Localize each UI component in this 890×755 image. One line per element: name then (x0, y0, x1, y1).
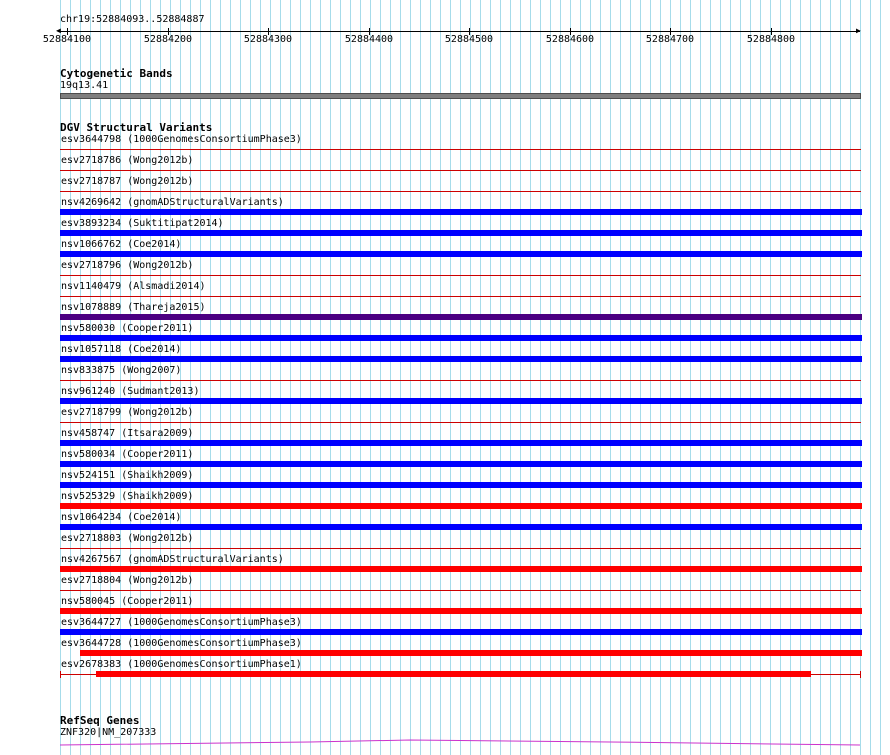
dgv-variant-bar[interactable] (60, 461, 862, 467)
grid-line (590, 0, 591, 755)
grid-line (440, 0, 441, 755)
dgv-variant-end-tick (60, 671, 61, 678)
dgv-variant-bar[interactable] (60, 356, 862, 362)
ruler-right-arrow-icon: ▶ (856, 26, 861, 35)
grid-line (560, 0, 561, 755)
grid-line (540, 0, 541, 755)
dgv-variant-label[interactable]: nsv524151 (Shaikh2009) (61, 470, 194, 481)
grid-line (400, 0, 401, 755)
dgv-variant-bar[interactable] (60, 251, 862, 257)
dgv-variant-label[interactable]: esv3644728 (1000GenomesConsortiumPhase3) (61, 638, 302, 649)
dgv-variant-line[interactable] (60, 296, 861, 297)
grid-line (530, 0, 531, 755)
dgv-variant-line[interactable] (60, 275, 861, 276)
grid-line (820, 0, 821, 755)
grid-line (630, 0, 631, 755)
ruler-tick-label: 52884300 (243, 34, 293, 45)
grid-line (870, 0, 871, 755)
grid-line (340, 0, 341, 755)
grid-line (370, 0, 371, 755)
dgv-variant-label[interactable]: nsv1078889 (Thareja2015) (61, 302, 206, 313)
dgv-variant-bar[interactable] (60, 608, 862, 614)
dgv-variant-label[interactable]: esv3644727 (1000GenomesConsortiumPhase3) (61, 617, 302, 628)
grid-line (620, 0, 621, 755)
grid-line (430, 0, 431, 755)
grid-line (460, 0, 461, 755)
dgv-variant-label[interactable]: esv3644798 (1000GenomesConsortiumPhase3) (61, 134, 302, 145)
dgv-variant-line[interactable] (60, 422, 861, 423)
grid-line (830, 0, 831, 755)
ruler-tick-label: 52884700 (645, 34, 695, 45)
grid-line (360, 0, 361, 755)
dgv-variant-label[interactable]: esv2718787 (Wong2012b) (61, 176, 194, 187)
grid-line (660, 0, 661, 755)
grid-line (880, 0, 881, 755)
grid-line (640, 0, 641, 755)
cytoband-track-title[interactable]: Cytogenetic Bands (60, 67, 173, 80)
grid-line (310, 0, 311, 755)
dgv-variant-label[interactable]: nsv525329 (Shaikh2009) (61, 491, 194, 502)
dgv-variant-bar[interactable] (60, 629, 862, 635)
dgv-variant-label[interactable]: esv2718786 (Wong2012b) (61, 155, 194, 166)
grid-line (550, 0, 551, 755)
ruler-tick-label: 52884400 (344, 34, 394, 45)
dgv-variant-label[interactable]: nsv1140479 (Alsmadi2014) (61, 281, 206, 292)
dgv-variant-bar[interactable] (96, 671, 811, 677)
grid-line (730, 0, 731, 755)
grid-line (770, 0, 771, 755)
grid-line (740, 0, 741, 755)
dgv-variant-line[interactable] (60, 149, 861, 150)
dgv-variant-label[interactable]: nsv580034 (Cooper2011) (61, 449, 194, 460)
ruler-tick-label: 52884800 (746, 34, 796, 45)
grid-line (670, 0, 671, 755)
dgv-variant-label[interactable]: nsv833875 (Wong2007) (61, 365, 182, 376)
dgv-variant-bar[interactable] (60, 482, 862, 488)
grid-line (610, 0, 611, 755)
dgv-variant-line[interactable] (60, 380, 861, 381)
grid-line (700, 0, 701, 755)
grid-line (480, 0, 481, 755)
dgv-variant-label[interactable]: nsv961240 (Sudmant2013) (61, 386, 200, 397)
dgv-variant-label[interactable]: nsv1064234 (Coe2014) (61, 512, 182, 523)
grid-line (380, 0, 381, 755)
ruler-tick-label: 52884600 (545, 34, 595, 45)
dgv-variant-label[interactable]: esv2718804 (Wong2012b) (61, 575, 194, 586)
grid-line (470, 0, 471, 755)
grid-line (600, 0, 601, 755)
dgv-variant-bar[interactable] (60, 524, 862, 530)
grid-line (410, 0, 411, 755)
dgv-variant-label[interactable]: nsv580045 (Cooper2011) (61, 596, 194, 607)
grid-line (810, 0, 811, 755)
ruler-left-arrow-icon: ◀ (56, 26, 61, 35)
grid-line (850, 0, 851, 755)
dgv-variant-label[interactable]: esv2678383 (1000GenomesConsortiumPhase1) (61, 659, 302, 670)
grid-line (680, 0, 681, 755)
grid-line (330, 0, 331, 755)
dgv-variant-line[interactable] (60, 590, 861, 591)
grid-line (350, 0, 351, 755)
grid-line (760, 0, 761, 755)
grid-line (510, 0, 511, 755)
grid-line (490, 0, 491, 755)
dgv-variant-bar[interactable] (60, 314, 862, 320)
refseq-gene-label[interactable]: ZNF320|NM_207333 (60, 727, 157, 738)
dgv-variant-bar[interactable] (80, 650, 862, 656)
dgv-variant-bar[interactable] (60, 209, 862, 215)
dgv-variant-label[interactable]: esv3893234 (Suktitipat2014) (61, 218, 224, 229)
cytoband-band-bar[interactable] (60, 93, 861, 99)
grid-line (500, 0, 501, 755)
refseq-gene-model[interactable] (0, 735, 890, 755)
grid-line (390, 0, 391, 755)
grid-line (840, 0, 841, 755)
grid-line (690, 0, 691, 755)
dgv-variant-label[interactable]: nsv1066762 (Coe2014) (61, 239, 182, 250)
ruler-region-title: chr19:52884093..52884887 (60, 14, 205, 25)
dgv-variant-end-tick (860, 671, 861, 678)
dgv-variant-label[interactable]: nsv4267567 (gnomADStructuralVariants) (61, 554, 284, 565)
refseq-track-title[interactable]: RefSeq Genes (60, 714, 140, 727)
ruler-axis (60, 31, 860, 32)
dgv-variant-bar[interactable] (60, 503, 862, 509)
dgv-variant-line[interactable] (60, 548, 861, 549)
dgv-variant-label[interactable]: nsv458747 (Itsara2009) (61, 428, 194, 439)
grid-line (800, 0, 801, 755)
dgv-variant-bar[interactable] (60, 566, 862, 572)
grid-line (650, 0, 651, 755)
dgv-track-title[interactable]: DGV Structural Variants (60, 121, 213, 134)
cytoband-band-name: 19q13.41 (60, 80, 109, 91)
grid-line (710, 0, 711, 755)
dgv-variant-bar[interactable] (60, 230, 862, 236)
grid-line (580, 0, 581, 755)
dgv-variant-bar[interactable] (60, 440, 862, 446)
dgv-variant-label[interactable]: esv2718796 (Wong2012b) (61, 260, 194, 271)
grid-line (720, 0, 721, 755)
dgv-variant-label[interactable]: esv2718799 (Wong2012b) (61, 407, 194, 418)
grid-line (570, 0, 571, 755)
dgv-variant-label[interactable]: nsv4269642 (gnomADStructuralVariants) (61, 197, 284, 208)
grid-line (790, 0, 791, 755)
dgv-variant-bar[interactable] (60, 335, 862, 341)
ruler-tick-label: 52884500 (444, 34, 494, 45)
dgv-variant-label[interactable]: nsv580030 (Cooper2011) (61, 323, 194, 334)
ruler-tick-label: 52884200 (143, 34, 193, 45)
grid-line (450, 0, 451, 755)
dgv-variant-line[interactable] (60, 170, 861, 171)
dgv-variant-label[interactable]: nsv1057118 (Coe2014) (61, 344, 182, 355)
dgv-variant-bar[interactable] (60, 398, 862, 404)
grid-line (420, 0, 421, 755)
grid-line (520, 0, 521, 755)
grid-line (780, 0, 781, 755)
ruler-tick-label: 52884100 (42, 34, 92, 45)
dgv-variant-line[interactable] (60, 191, 861, 192)
grid-line (860, 0, 861, 755)
dgv-variant-label[interactable]: esv2718803 (Wong2012b) (61, 533, 194, 544)
grid-line (750, 0, 751, 755)
grid-line (320, 0, 321, 755)
